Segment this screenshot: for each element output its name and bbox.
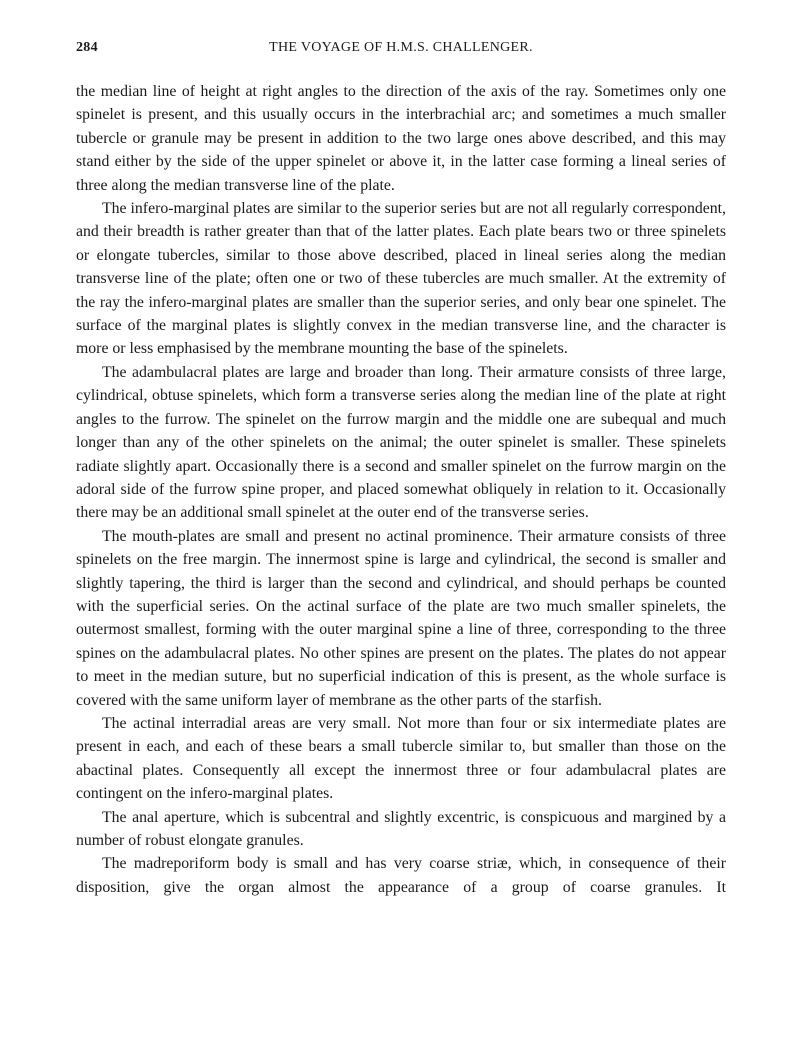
paragraph: The anal aperture, which is subcentral and slightly excentric, is conspicuous and margined by a number of robust elongate granules. <box>76 808 726 849</box>
paragraph: The mouth-plates are small and present no actinal prominence. Their armature consists of three spinelets on the free margin. The innermost spine is large and cylindrical, the second is smaller and slightly tapering, the third is larger than the second and cylindrical, and should perhaps be counted with the superficial series. On the actinal surface of the plate are two much smaller spinelets, the outermost smallest, forming with the outer marginal spine a line of three, corresponding to the three spines on the adambulacral plates. No other spines are present on the plates. The plates do not appear to meet in the median suture, but no superficial indication of this is present, as the whole surface is covered with the same uniform layer of membrane as the other parts of the starfish. <box>76 527 726 709</box>
paragraph: The madreporiform body is small and has very coarse striæ, which, in consequence of their disposition, give the organ almost the appearance of a group of coarse granules. It <box>76 855 726 896</box>
paragraph: The actinal interradial areas are very small. Not more than four or six intermediate plates are present in each, and each of these bears a small tubercle similar to, but smaller than those on the abactinal plates. Consequently all except the innermost three or four adambulacral plates are contingent on the infero-marginal plates. <box>76 714 726 803</box>
page-number: 284 <box>76 40 98 55</box>
body-text <box>76 80 726 899</box>
running-title: THE VOYAGE OF H.M.S. CHALLENGER. <box>269 40 533 55</box>
paragraph: The adambulacral plates are large and broader than long. Their armature consists of three large, cylindrical, obtuse spinelets, which form a transverse series along the median line of the plate at right angles to the furrow. The spinelet on the furrow margin and the middle one are subequal and much longer than any of the other spinelets on the animal; the outer spinelet is smaller. These spinelets radiate slightly apart. Occasionally there is a second and smaller spinelet on the furrow margin on the adoral side of the furrow spine proper, and placed somewhat obliquely in relation to it. Occasionally there may be an additional small spinelet at the outer end of the transverse series. <box>76 363 726 522</box>
paragraph: The infero-marginal plates are similar to the superior series but are not all regularly correspondent, and their breadth is rather greater than that of the latter plates. Each plate bears two or three spinelets or elongate tubercles, similar to those above described, placed in lineal series along the median transverse line of the plate; often one or two of these tubercles are much smaller. At the extremity of the ray the infero-marginal plates are smaller than the superior series, and only bear one spinelet. The surface of the marginal plates is slightly convex in the median transverse line, and the character is more or less emphasised by the membrane mounting the base of the spinelets. <box>76 200 726 358</box>
paragraph: the median line of height at right angles to the direction of the axis of the ray. Sometimes only one spinelet is present, and this usually occurs in the interbrachial arc; and sometimes a much smaller tubercle or granule may be present in addition to the two large ones above described, and this may stand either by the side of the upper spinelet or above it, in the latter case forming a lineal series of three along the median transverse line of the plate. <box>76 83 726 194</box>
running-head <box>76 40 726 62</box>
